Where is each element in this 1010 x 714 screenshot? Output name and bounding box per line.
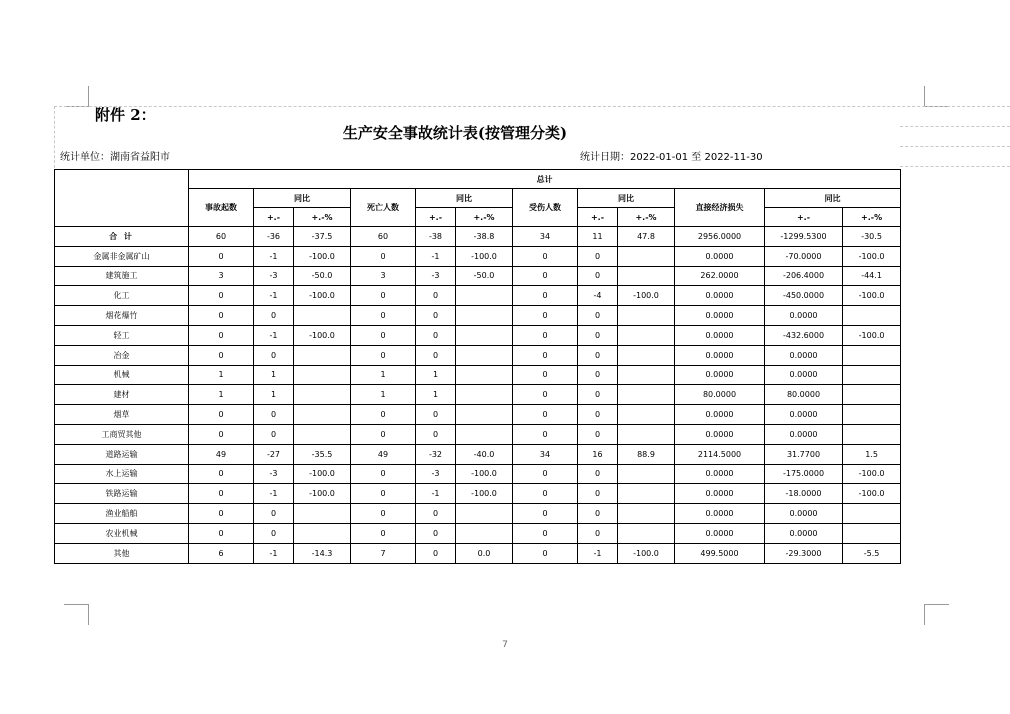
category-cell: 渔业船舶 <box>55 504 189 524</box>
deaths-cell: 0 <box>351 325 416 345</box>
loss-change-cell: 0.0000 <box>765 345 843 365</box>
accidents-change-cell: 0 <box>254 504 294 524</box>
accidents-cell: 49 <box>189 444 254 464</box>
deaths-change-pct-cell <box>456 365 513 385</box>
deaths-change-pct-cell: -50.0 <box>456 266 513 286</box>
accidents-change-cell: -3 <box>254 464 294 484</box>
loss-change-cell: 80.0000 <box>765 385 843 405</box>
loss-cell: 0.0000 <box>675 325 765 345</box>
injured-change-pct-cell <box>618 385 675 405</box>
injured-change-pct-cell <box>618 464 675 484</box>
loss-change-cell: -1299.5300 <box>765 227 843 247</box>
deaths-change-cell: 0 <box>416 504 456 524</box>
loss-cell: 2114.5000 <box>675 444 765 464</box>
deaths-change-pct-cell <box>456 405 513 425</box>
accidents-change-cell: -3 <box>254 266 294 286</box>
accidents-cell: 6 <box>189 543 254 563</box>
category-cell: 建材 <box>55 385 189 405</box>
loss-cell: 0.0000 <box>675 306 765 326</box>
table-row <box>55 246 901 266</box>
category-cell: 机械 <box>55 365 189 385</box>
accidents-cell: 60 <box>189 227 254 247</box>
category-cell: 水上运输 <box>55 464 189 484</box>
accidents-change-pct-cell <box>294 345 351 365</box>
deaths-change-pct-cell <box>456 306 513 326</box>
loss-change-pct-cell <box>843 385 901 405</box>
loss-change-pct-cell <box>843 365 901 385</box>
header-yoy-loss: 同比 <box>765 189 901 208</box>
deaths-change-cell: 0 <box>416 424 456 444</box>
injured-change-cell: 0 <box>578 523 618 543</box>
accidents-cell: 0 <box>189 424 254 444</box>
loss-change-pct-cell: -100.0 <box>843 484 901 504</box>
category-cell: 烟花爆竹 <box>55 306 189 326</box>
loss-cell: 2956.0000 <box>675 227 765 247</box>
header-change-pct: +.-% <box>618 208 675 227</box>
injured-change-cell: 0 <box>578 504 618 524</box>
loss-cell: 0.0000 <box>675 405 765 425</box>
deaths-cell: 0 <box>351 424 416 444</box>
loss-change-pct-cell <box>843 405 901 425</box>
deaths-cell: 0 <box>351 405 416 425</box>
deaths-cell: 3 <box>351 266 416 286</box>
loss-change-cell: -18.0000 <box>765 484 843 504</box>
category-cell: 化工 <box>55 286 189 306</box>
injured-cell: 0 <box>513 405 578 425</box>
crop-mark-bottom-left <box>64 604 89 625</box>
category-cell: 工商贸其他 <box>55 424 189 444</box>
category-cell: 建筑施工 <box>55 266 189 286</box>
guide-line <box>54 106 55 168</box>
accidents-cell: 3 <box>189 266 254 286</box>
deaths-cell: 0 <box>351 345 416 365</box>
accidents-change-pct-cell <box>294 365 351 385</box>
statistics-date: 统计日期：2022-01-01 至 2022-11-30 <box>580 152 763 163</box>
injured-change-cell: 0 <box>578 345 618 365</box>
accidents-change-pct-cell <box>294 405 351 425</box>
injured-change-pct-cell <box>618 246 675 266</box>
category-cell: 烟草 <box>55 405 189 425</box>
deaths-change-cell: 0 <box>416 405 456 425</box>
injured-change-cell: 11 <box>578 227 618 247</box>
category-cell: 道路运输 <box>55 444 189 464</box>
loss-change-pct-cell: -100.0 <box>843 246 901 266</box>
deaths-change-cell: 0 <box>416 543 456 563</box>
accidents-cell: 0 <box>189 286 254 306</box>
injured-cell: 0 <box>513 345 578 365</box>
accidents-cell: 0 <box>189 523 254 543</box>
accidents-cell: 0 <box>189 464 254 484</box>
deaths-change-pct-cell <box>456 286 513 306</box>
deaths-change-pct-cell <box>456 345 513 365</box>
accidents-change-cell: -1 <box>254 286 294 306</box>
deaths-cell: 0 <box>351 246 416 266</box>
accidents-cell: 1 <box>189 385 254 405</box>
category-cell: 合 计 <box>55 227 189 247</box>
accidents-cell: 0 <box>189 306 254 326</box>
deaths-change-cell: -38 <box>416 227 456 247</box>
accidents-change-cell: 0 <box>254 345 294 365</box>
header-change: +.- <box>765 208 843 227</box>
table-row <box>55 365 901 385</box>
loss-cell: 0.0000 <box>675 523 765 543</box>
injured-change-pct-cell <box>618 424 675 444</box>
accidents-change-pct-cell: -100.0 <box>294 484 351 504</box>
total-row <box>55 227 901 247</box>
accidents-change-cell: -27 <box>254 444 294 464</box>
injured-change-cell: 0 <box>578 246 618 266</box>
injured-change-pct-cell: 88.9 <box>618 444 675 464</box>
page-number: 7 <box>502 640 508 650</box>
accidents-change-pct-cell <box>294 523 351 543</box>
loss-cell: 80.0000 <box>675 385 765 405</box>
injured-change-pct-cell <box>618 345 675 365</box>
deaths-change-cell: 0 <box>416 523 456 543</box>
accidents-change-pct-cell <box>294 424 351 444</box>
loss-change-pct-cell: -100.0 <box>843 286 901 306</box>
table-row <box>55 444 901 464</box>
injured-cell: 0 <box>513 464 578 484</box>
deaths-cell: 0 <box>351 464 416 484</box>
injured-change-cell: 0 <box>578 464 618 484</box>
accidents-cell: 0 <box>189 345 254 365</box>
table-row <box>55 523 901 543</box>
injured-change-cell: 0 <box>578 365 618 385</box>
table-row <box>55 464 901 484</box>
crop-mark-bottom-right <box>924 604 949 625</box>
table-row <box>55 266 901 286</box>
loss-change-pct-cell: -30.5 <box>843 227 901 247</box>
loss-change-cell: -70.0000 <box>765 246 843 266</box>
deaths-cell: 60 <box>351 227 416 247</box>
deaths-change-cell: -1 <box>416 484 456 504</box>
deaths-change-pct-cell <box>456 424 513 444</box>
attachment-label: 附件 2： <box>95 106 156 124</box>
deaths-change-pct-cell <box>456 504 513 524</box>
accidents-cell: 0 <box>189 504 254 524</box>
table-row <box>55 345 901 365</box>
injured-change-pct-cell: -100.0 <box>618 543 675 563</box>
injured-change-pct-cell: 47.8 <box>618 227 675 247</box>
table-row <box>55 484 901 504</box>
guide-line <box>900 146 1010 147</box>
deaths-change-cell: 0 <box>416 286 456 306</box>
category-cell: 其他 <box>55 543 189 563</box>
deaths-change-pct-cell <box>456 325 513 345</box>
accidents-change-cell: 1 <box>254 365 294 385</box>
deaths-change-pct-cell: -100.0 <box>456 484 513 504</box>
category-cell: 冶金 <box>55 345 189 365</box>
deaths-cell: 0 <box>351 286 416 306</box>
injured-change-pct-cell: -100.0 <box>618 286 675 306</box>
deaths-change-cell: 0 <box>416 345 456 365</box>
injured-change-cell: -1 <box>578 543 618 563</box>
loss-change-pct-cell: -100.0 <box>843 464 901 484</box>
injured-cell: 0 <box>513 424 578 444</box>
deaths-change-pct-cell: -100.0 <box>456 246 513 266</box>
guide-line <box>900 126 1010 127</box>
loss-change-cell: 31.7700 <box>765 444 843 464</box>
crop-mark-top-right <box>924 86 949 107</box>
accidents-change-cell: -1 <box>254 325 294 345</box>
injured-change-cell: 0 <box>578 385 618 405</box>
header-change: +.- <box>578 208 618 227</box>
injured-change-cell: 0 <box>578 424 618 444</box>
deaths-change-cell: -32 <box>416 444 456 464</box>
deaths-change-pct-cell: 0.0 <box>456 543 513 563</box>
statistics-unit: 统计单位：湖南省益阳市 <box>60 152 170 163</box>
table-row <box>55 424 901 444</box>
accidents-cell: 1 <box>189 365 254 385</box>
deaths-cell: 7 <box>351 543 416 563</box>
header-injured: 受伤人数 <box>513 189 578 227</box>
injured-change-pct-cell <box>618 523 675 543</box>
accidents-change-pct-cell: -100.0 <box>294 325 351 345</box>
header-yoy-deaths: 同比 <box>416 189 513 208</box>
accidents-change-cell: -1 <box>254 543 294 563</box>
loss-change-cell: -206.4000 <box>765 266 843 286</box>
loss-change-pct-cell: 1.5 <box>843 444 901 464</box>
crop-mark-top-left <box>64 86 89 107</box>
loss-change-pct-cell <box>843 504 901 524</box>
injured-change-cell: 0 <box>578 325 618 345</box>
accidents-cell: 0 <box>189 484 254 504</box>
table-row <box>55 385 901 405</box>
loss-cell: 262.0000 <box>675 266 765 286</box>
accidents-cell: 0 <box>189 405 254 425</box>
loss-cell: 499.5000 <box>675 543 765 563</box>
loss-change-cell: 0.0000 <box>765 523 843 543</box>
injured-change-cell: -4 <box>578 286 618 306</box>
accidents-change-cell: 1 <box>254 385 294 405</box>
header-change-pct: +.-% <box>456 208 513 227</box>
injured-change-pct-cell <box>618 306 675 326</box>
deaths-change-cell: 1 <box>416 385 456 405</box>
injured-cell: 0 <box>513 306 578 326</box>
deaths-change-pct-cell: -100.0 <box>456 464 513 484</box>
loss-cell: 0.0000 <box>675 504 765 524</box>
loss-cell: 0.0000 <box>675 345 765 365</box>
header-yoy-injured: 同比 <box>578 189 675 208</box>
injured-cell: 34 <box>513 227 578 247</box>
deaths-cell: 49 <box>351 444 416 464</box>
table-row <box>55 405 901 425</box>
header-change: +.- <box>254 208 294 227</box>
injured-cell: 0 <box>513 504 578 524</box>
injured-change-cell: 0 <box>578 484 618 504</box>
header-loss: 直接经济损失 <box>675 189 765 227</box>
loss-cell: 0.0000 <box>675 286 765 306</box>
deaths-change-pct-cell <box>456 523 513 543</box>
loss-cell: 0.0000 <box>675 365 765 385</box>
page-title: 生产安全事故统计表(按管理分类) <box>342 124 568 142</box>
guide-line <box>900 166 1010 167</box>
table-body <box>55 227 901 564</box>
deaths-change-pct-cell <box>456 385 513 405</box>
loss-change-cell: -450.0000 <box>765 286 843 306</box>
deaths-change-pct-cell: -38.8 <box>456 227 513 247</box>
accidents-change-cell: -1 <box>254 246 294 266</box>
header-total: 总计 <box>189 170 901 189</box>
injured-change-cell: 16 <box>578 444 618 464</box>
accidents-change-cell: 0 <box>254 405 294 425</box>
injured-cell: 0 <box>513 523 578 543</box>
injured-change-cell: 0 <box>578 306 618 326</box>
deaths-cell: 0 <box>351 523 416 543</box>
injured-cell: 0 <box>513 484 578 504</box>
deaths-change-pct-cell: -40.0 <box>456 444 513 464</box>
deaths-cell: 0 <box>351 484 416 504</box>
category-cell: 轻工 <box>55 325 189 345</box>
table-row <box>55 504 901 524</box>
loss-change-pct-cell: -5.5 <box>843 543 901 563</box>
injured-cell: 0 <box>513 365 578 385</box>
loss-change-cell: -29.3000 <box>765 543 843 563</box>
loss-change-cell: -432.6000 <box>765 325 843 345</box>
header-yoy-accidents: 同比 <box>254 189 351 208</box>
accidents-change-pct-cell <box>294 385 351 405</box>
injured-cell: 34 <box>513 444 578 464</box>
injured-change-pct-cell <box>618 484 675 504</box>
injured-cell: 0 <box>513 266 578 286</box>
header-change-pct: +.-% <box>294 208 351 227</box>
deaths-change-cell: 1 <box>416 365 456 385</box>
loss-change-cell: 0.0000 <box>765 365 843 385</box>
injured-change-pct-cell <box>618 365 675 385</box>
loss-change-pct-cell: -44.1 <box>843 266 901 286</box>
loss-change-pct-cell <box>843 306 901 326</box>
accidents-change-cell: -36 <box>254 227 294 247</box>
accidents-change-pct-cell: -50.0 <box>294 266 351 286</box>
loss-cell: 0.0000 <box>675 246 765 266</box>
loss-cell: 0.0000 <box>675 464 765 484</box>
injured-cell: 0 <box>513 246 578 266</box>
injured-cell: 0 <box>513 385 578 405</box>
loss-change-pct-cell <box>843 345 901 365</box>
deaths-change-cell: -1 <box>416 246 456 266</box>
table-row <box>55 306 901 326</box>
accidents-change-pct-cell: -37.5 <box>294 227 351 247</box>
loss-change-cell: -175.0000 <box>765 464 843 484</box>
loss-change-pct-cell <box>843 523 901 543</box>
accidents-change-cell: -1 <box>254 484 294 504</box>
injured-change-pct-cell <box>618 504 675 524</box>
deaths-cell: 0 <box>351 504 416 524</box>
accidents-change-pct-cell: -100.0 <box>294 246 351 266</box>
loss-change-cell: 0.0000 <box>765 306 843 326</box>
injured-cell: 0 <box>513 325 578 345</box>
category-cell: 农业机械 <box>55 523 189 543</box>
loss-change-cell: 0.0000 <box>765 405 843 425</box>
accidents-change-pct-cell: -100.0 <box>294 286 351 306</box>
injured-change-pct-cell <box>618 405 675 425</box>
accidents-cell: 0 <box>189 246 254 266</box>
header-change: +.- <box>416 208 456 227</box>
category-cell: 金属非金属矿山 <box>55 246 189 266</box>
deaths-change-cell: 0 <box>416 325 456 345</box>
loss-change-pct-cell: -100.0 <box>843 325 901 345</box>
accidents-change-pct-cell: -100.0 <box>294 464 351 484</box>
header-deaths: 死亡人数 <box>351 189 416 227</box>
accident-statistics-table <box>54 169 901 564</box>
table-row <box>55 325 901 345</box>
loss-cell: 0.0000 <box>675 484 765 504</box>
header-accidents: 事故起数 <box>189 189 254 227</box>
accidents-change-cell: 0 <box>254 523 294 543</box>
header-category <box>55 170 189 227</box>
table-row <box>55 543 901 563</box>
deaths-cell: 1 <box>351 385 416 405</box>
deaths-change-cell: -3 <box>416 266 456 286</box>
injured-change-pct-cell <box>618 325 675 345</box>
deaths-change-cell: 0 <box>416 306 456 326</box>
loss-cell: 0.0000 <box>675 424 765 444</box>
deaths-cell: 1 <box>351 365 416 385</box>
accidents-change-pct-cell <box>294 504 351 524</box>
loss-change-pct-cell <box>843 424 901 444</box>
deaths-change-cell: -3 <box>416 464 456 484</box>
injured-change-cell: 0 <box>578 266 618 286</box>
injured-cell: 0 <box>513 543 578 563</box>
injured-change-pct-cell <box>618 266 675 286</box>
injured-cell: 0 <box>513 286 578 306</box>
accidents-change-pct-cell: -14.3 <box>294 543 351 563</box>
deaths-cell: 0 <box>351 306 416 326</box>
loss-change-cell: 0.0000 <box>765 424 843 444</box>
loss-change-cell: 0.0000 <box>765 504 843 524</box>
guide-line <box>54 106 1010 107</box>
accidents-change-pct-cell <box>294 306 351 326</box>
table-row <box>55 286 901 306</box>
accidents-change-cell: 0 <box>254 424 294 444</box>
accidents-change-cell: 0 <box>254 306 294 326</box>
accidents-change-pct-cell: -35.5 <box>294 444 351 464</box>
category-cell: 铁路运输 <box>55 484 189 504</box>
accidents-cell: 0 <box>189 325 254 345</box>
injured-change-cell: 0 <box>578 405 618 425</box>
header-change-pct: +.-% <box>843 208 901 227</box>
